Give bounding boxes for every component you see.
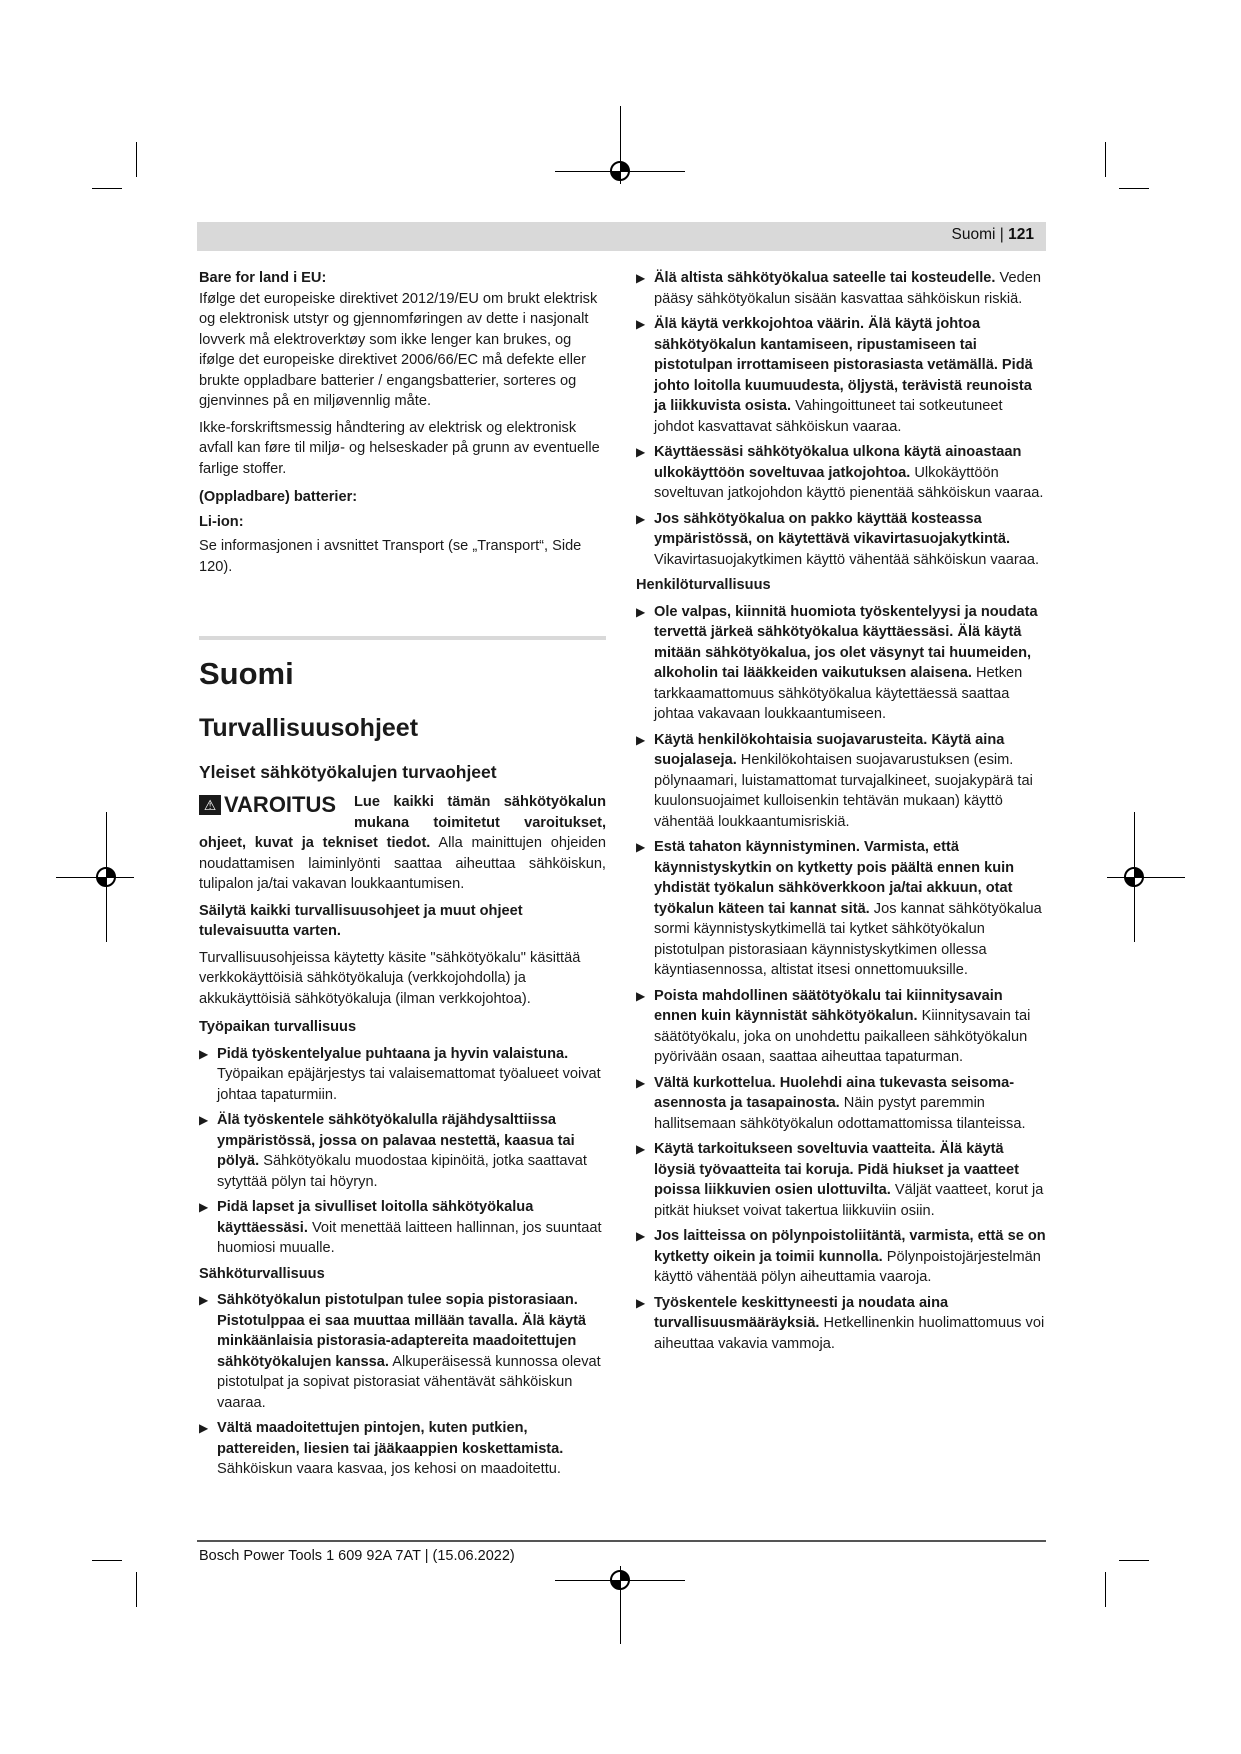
- list-item: ▶ Älä käytä verkkojohtoa väärin. Älä käytä johtoa sähkötyökalun kantamiseen, ripustamiseen tai pistotulpan irrottamiseen pistorasiasta vetämällä. Pidä johto loitolla kuumuudesta, öljystä, terävistä reunoista ja liikkuvista osista. Vahingoittuneet tai sotkeutuneet johdot kasvattavat sähköiskun vaaraa.: [636, 316, 1033, 435]
- liion-text: Se informasjonen i avsnittet Transport (se „Transport“, Side 120).: [199, 538, 582, 575]
- arrow-bullet-icon: ▶: [636, 840, 646, 854]
- list-item: ▶ Jos laitteissa on pölynpoistoliitäntä, varmista, että se on kytketty oikein ja toimii kunnolla. Pölynpoistojärjestelmän käyttö vähentää pölyn aiheuttamia vaaroja.: [636, 1228, 1046, 1285]
- registration-mark-icon: [93, 864, 119, 890]
- footer-text: Bosch Power Tools 1 609 92A 7AT | (15.06.2022): [199, 1548, 515, 1564]
- arrow-bullet-icon: ▶: [636, 1075, 646, 1090]
- list-item: ▶ Pidä työskentelyalue puhtaana ja hyvin valaistuna. Työpaikan epäjärjestys tai valaisemattomat työalueet voivat johtaa tapaturmiin.: [199, 1045, 601, 1103]
- list-item: ▶ Älä altista sähkötyökalua sateelle tai kosteudelle. Veden pääsy sähkötyökalun sisään kasvattaa sähköiskun riskiä.: [636, 270, 1041, 307]
- battery-title: (Oppladbare) batterier:: [199, 489, 358, 505]
- electrical-safety-title: Sähköturvallisuus: [199, 1265, 325, 1282]
- header-text: Suomi | 121: [951, 226, 1034, 243]
- arrow-bullet-icon: ▶: [199, 1421, 209, 1435]
- safety-heading: Turvallisuusohjeet: [199, 714, 419, 742]
- registration-mark-icon: [1121, 864, 1147, 890]
- crop-mark-top-right-h: [1119, 188, 1149, 189]
- registration-mark-icon: [607, 158, 633, 184]
- list-item: ▶ Käytä henkilökohtaisia suojavarusteita. Käytä aina suojalaseja. Henkilökohtaisen suojavarustuksen (esim. pölynaamari, luistamattomat turvajalkineet, suojakypärä tai kuulonsuojaimet kulloisenkin tehtävän mukaan) käyttö vähentää loukkaantumisriskiä.: [636, 731, 1033, 830]
- list-item: ▶ Käytä tarkoitukseen soveltuvia vaatteita. Älä käytä löysiä työvaatteita tai koruja. Pidä hiukset ja vaatteet poissa liikkuvien osien ulottuvilta. Väljät vaatteet, korut ja pitkät hiukset voivat takertua liikkuviin osiin.: [636, 1141, 1044, 1219]
- list-item: ▶ Älä työskentele sähkötyökalulla räjähdysalttiissa ympäristössä, jossa on palavaa nestettä, kaasua tai pölyä. Sähkötyökalu muodostaa kipinöitä, jotka saattavat sytyttää pölyn tai höyryn.: [199, 1112, 587, 1190]
- list-item: ▶ Työskentele keskittyneesti ja noudata aina turvallisuusmääräyksiä. Hetkellinenkin huolimattomuus voi aiheuttaa vakavia vammoja.: [636, 1294, 1045, 1352]
- arrow-bullet-icon: ▶: [636, 271, 646, 285]
- warning-label-text: VAROITUS: [224, 792, 337, 817]
- warning-label: [199, 792, 354, 832]
- page-header: [197, 222, 1046, 251]
- liion-title: Li-ion:: [199, 513, 244, 530]
- list-item: ▶ Jos sähkötyökalua on pakko käyttää kosteassa ympäristössä, on käytettävä vikavirtasuojakytkintä. Vikavirtasuojakytkimen käyttö vähentää sähköiskun vaaraa.: [636, 510, 1040, 568]
- list-item: ▶ Käyttäessäsi sähkötyökalua ulkona käytä ainoastaan ulkokäyttöön soveltuvaa jatkojohtoa. Ulkokäyttöön soveltuvan jatkojohdon käyttö pienentää sähköiskun vaaraa.: [636, 444, 1044, 501]
- list-item: ▶ Poista mahdollinen säätötyökalu tai kiinnitysavain ennen kuin käynnistät sähkötyökalun. Kiinnitysavain tai säätötyökalu, joka on unohdettu paikalleen sähkötyökalun pyörivään osaan, saattaa aiheuttaa tapaturman.: [636, 987, 1031, 1065]
- arrow-bullet-icon: ▶: [199, 1113, 209, 1127]
- right-column: [636, 268, 1046, 1359]
- left-column: [199, 268, 606, 1485]
- registration-mark-icon: [607, 1567, 633, 1593]
- crop-mark-bottom-right-h: [1119, 1560, 1149, 1561]
- crop-mark-bottom-left-v: [136, 1572, 137, 1607]
- language-heading: Suomi: [199, 656, 294, 691]
- section-divider: [199, 636, 606, 640]
- list-item: ▶ Sähkötyökalun pistotulpan tulee sopia pistorasiaan. Pistotulppaa ei saa muuttaa millään tavalla. Älä käytä minkäänlaisia pistorasia-adaptereita maadoitettujen sähkötyökalujen kanssa. Alkuperäisessä kunnossa olevat pistotulpat ja sopivat pistorasiat vähentävät sähköiskun vaaraa.: [199, 1292, 601, 1411]
- arrow-bullet-icon: ▶: [636, 317, 646, 331]
- arrow-bullet-icon: ▶: [636, 1142, 646, 1156]
- crop-mark-top-left-v: [136, 142, 137, 177]
- eu-paragraph-2: Ikke-forskriftsmessig håndtering av elektrisk og elektronisk avfall kan føre til miljø- og helseskader på grunn av eventuelle farlige stoffer.: [199, 419, 600, 477]
- header-section: Suomi: [951, 226, 996, 243]
- warning-bold: Lue kaikki tämän sähkötyökalun mukana toimitetut varoitukset, ohjeet, kuvat ja tekniset tiedot.: [199, 794, 606, 851]
- arrow-bullet-icon: ▶: [636, 732, 646, 747]
- page-number: 121: [1008, 226, 1034, 243]
- arrow-bullet-icon: ▶: [636, 511, 646, 526]
- warning-normal: Alla mainittujen ohjeiden noudattamisen laiminlyönti saattaa aiheuttaa sähköiskun, tulipalon ja/tai vakavan loukkaantumisen.: [199, 835, 606, 892]
- arrow-bullet-icon: ▶: [199, 1200, 209, 1214]
- general-safety-heading: Yleiset sähkötyökalujen turvaohjeet: [199, 762, 497, 782]
- keep-instructions: Säilytä kaikki turvallisuusohjeet ja muut ohjeet tulevaisuutta varten.: [199, 902, 523, 939]
- term-definition: Turvallisuusohjeissa käytetty käsite "sähkötyökalu" käsittää verkkokäyttöisiä sähkötyökaluja (verkkojohdolla) ja akkukäyttöisiä sähkötyökaluja (ilman verkkojohtoa).: [199, 949, 581, 1007]
- arrow-bullet-icon: ▶: [199, 1046, 209, 1061]
- arrow-bullet-icon: ▶: [636, 445, 646, 459]
- crop-mark-top-right-v: [1105, 142, 1106, 177]
- arrow-bullet-icon: ▶: [636, 1229, 646, 1243]
- list-item: ▶ Estä tahaton käynnistyminen. Varmista, että käynnistyskytkin on kytketty pois päältä ennen kuin yhdistät työkalun sähköverkkoon ja/tai akkuun, otat työkalun käteen tai kannat sitä. Jos kannat sähkötyökalua sormi käynnistyskytkimellä tai kytket sähkötyökalun pistotulpan pistorasiaan käynnistyskytkimen ollessa käyntiasennossa, altistat itsesi onnettomuuksille.: [636, 839, 1042, 978]
- eu-title: Bare for land i EU:: [199, 270, 327, 286]
- footer-rule: [197, 1540, 1046, 1542]
- list-item: ▶ Vältä kurkottelua. Huolehdi aina tukevasta seisoma-asennosta ja tasapainosta. Näin pystyt paremmin hallitsemaan sähkötyökalun odottamattomissa tilanteissa.: [636, 1074, 1026, 1132]
- crop-mark-bottom-right-v: [1105, 1572, 1106, 1607]
- list-item: ▶ Vältä maadoitettujen pintojen, kuten putkien, pattereiden, liesien tai jääkaappien koskettamista. Sähköiskun vaara kasvaa, jos kehosi on maadoitettu.: [199, 1420, 564, 1477]
- eu-paragraph-1: Ifølge det europeiske direktivet 2012/19/EU om brukt elektrisk og elektronisk utstyr og gjennomføringen av dette i nasjonalt lovverk må elektroverktøy som ikke lenger kan brukes, og ifølge det europeiske direktivet 2006/66/EC må defekte eller brukte oppladbare batterier / engangsbatterier, sorteres og gjenvinnes på en miljøvennlig måte.: [199, 290, 598, 409]
- arrow-bullet-icon: ▶: [636, 988, 646, 1003]
- arrow-bullet-icon: ▶: [636, 604, 646, 619]
- warning-block: [199, 792, 606, 895]
- work-area-title: Työpaikan turvallisuus: [199, 1019, 357, 1035]
- list-item: ▶ Ole valpas, kiinnitä huomiota työskentelyysi ja noudata tervettä järkeä sähkötyökalua käyttäessäsi. Älä käytä mitään sähkötyökalua, jos olet väsynyt tai huumeiden, alkoholin tai lääkkeiden vaikutuksen alaisena. Hetken tarkkaamattomuus sähkötyökalua käytettäessä saattaa johtaa vakavaan loukkaantumiseen.: [636, 603, 1038, 722]
- warning-triangle-icon: ⚠: [199, 795, 221, 815]
- arrow-bullet-icon: ▶: [199, 1293, 209, 1307]
- arrow-bullet-icon: ▶: [636, 1295, 646, 1310]
- crop-mark-top-left-h: [92, 188, 122, 189]
- list-item: ▶ Pidä lapset ja sivulliset loitolla sähkötyökalua käyttäessäsi. Voit menettää laitteen hallinnan, jos suuntaat huomiosi muualle.: [199, 1199, 602, 1256]
- crop-mark-bottom-left-h: [92, 1560, 122, 1561]
- personal-safety-title: Henkilöturvallisuus: [636, 577, 771, 593]
